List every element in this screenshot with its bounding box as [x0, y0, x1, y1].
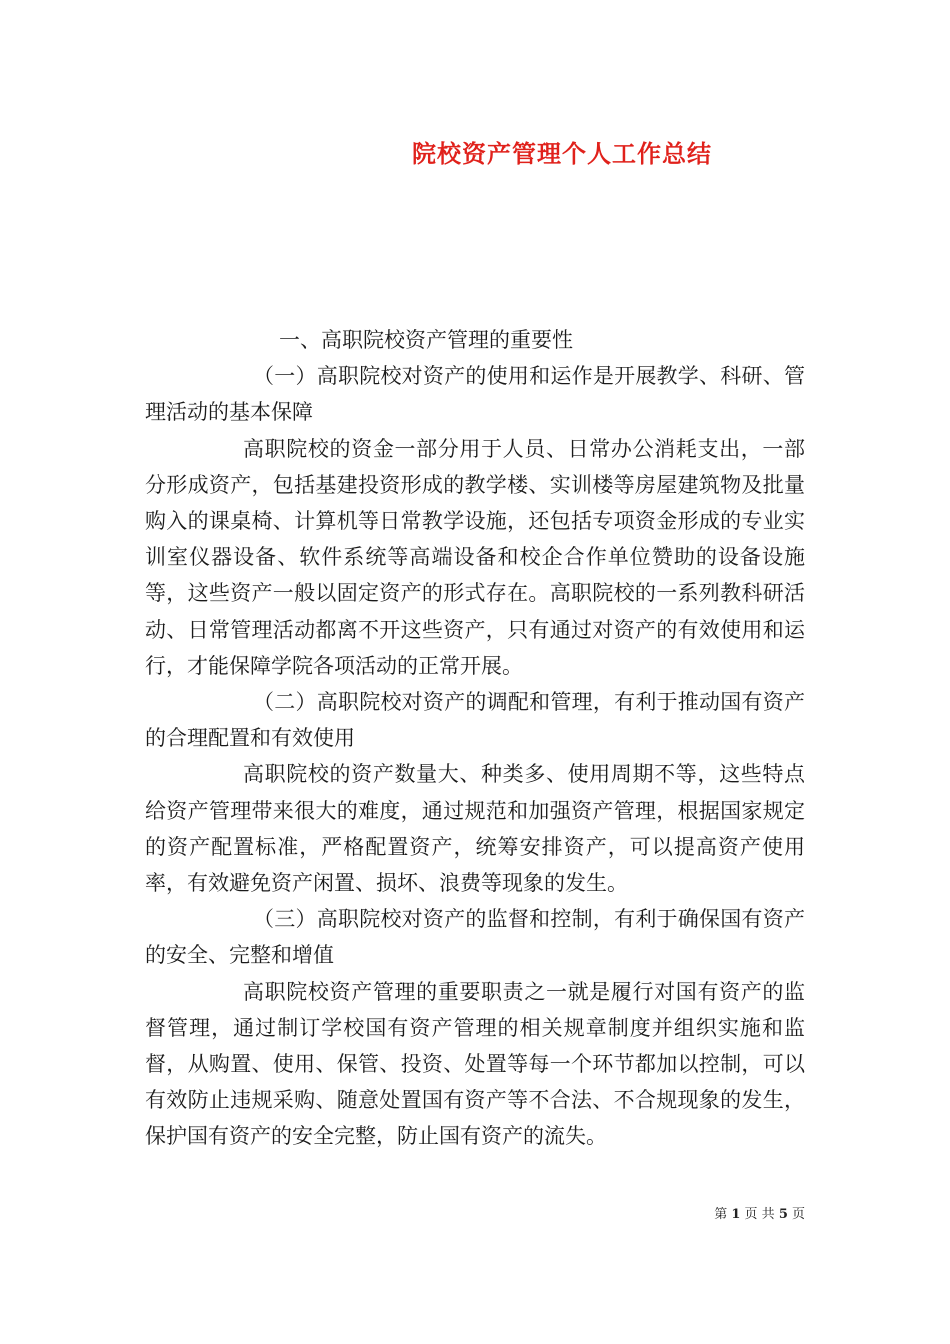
subsection-paragraph-3: 高职院校资产管理的重要职责之一就是履行对国有资产的监督管理，通过制订学校国有资产管理的相关规章制度并组织实施和监督，从购置、使用、保管、投资、处置等每一个环节都加以控制，可以有效防止违规采购、随意处置国有资产等不合法、不合规现象的发生，保护国有资产的安全完整，防止国有资产的流失。	[145, 979, 805, 1149]
document-title: 院校资产管理个人工作总结	[412, 139, 712, 168]
page-footer	[714, 1203, 805, 1222]
subsection-heading-2: （二）高职院校对资产的调配和管理，有利于推动国有资产的合理配置和有效使用	[145, 690, 805, 751]
total-page-count: 5	[778, 1207, 788, 1222]
section-heading: 一、高职院校资产管理的重要性	[279, 328, 573, 352]
footer-prefix: 第	[714, 1207, 732, 1222]
subsection-paragraph-2: 高职院校的资产数量大、种类多、使用周期不等，这些特点给资产管理带来很大的难度，通过规范和加强资产管理，根据国家规定的资产配置标准，严格配置资产，统筹安排资产，可以提高资产使用率，有效避免资产闲置、损坏、浪费等现象的发生。	[145, 762, 805, 896]
footer-suffix: 页	[787, 1207, 805, 1222]
document-body	[145, 322, 805, 1155]
subsection-heading-3: （三）高职院校对资产的监督和控制，有利于确保国有资产的安全、完整和增值	[145, 907, 805, 968]
current-page-number: 1	[731, 1207, 741, 1222]
subsection-paragraph-1: 高职院校的资金一部分用于人员、日常办公消耗支出，一部分形成资产，包括基建投资形成的教学楼、实训楼等房屋建筑物及批量购入的课桌椅、计算机等日常教学设施，还包括专项资金形成的专业实训室仪器设备、软件系统等高端设备和校企合作单位赞助的设备设施等，这些资产一般以固定资产的形式存在。高职院校的一系列教科研活动、日常管理活动都离不开这些资产，只有通过对资产的有效使用和运行，才能保障学院各项活动的正常开展。	[145, 436, 805, 678]
subsection-heading-1: （一）高职院校对资产的使用和运作是开展教学、科研、管理活动的基本保障	[145, 364, 805, 425]
footer-middle: 页 共	[740, 1207, 779, 1222]
